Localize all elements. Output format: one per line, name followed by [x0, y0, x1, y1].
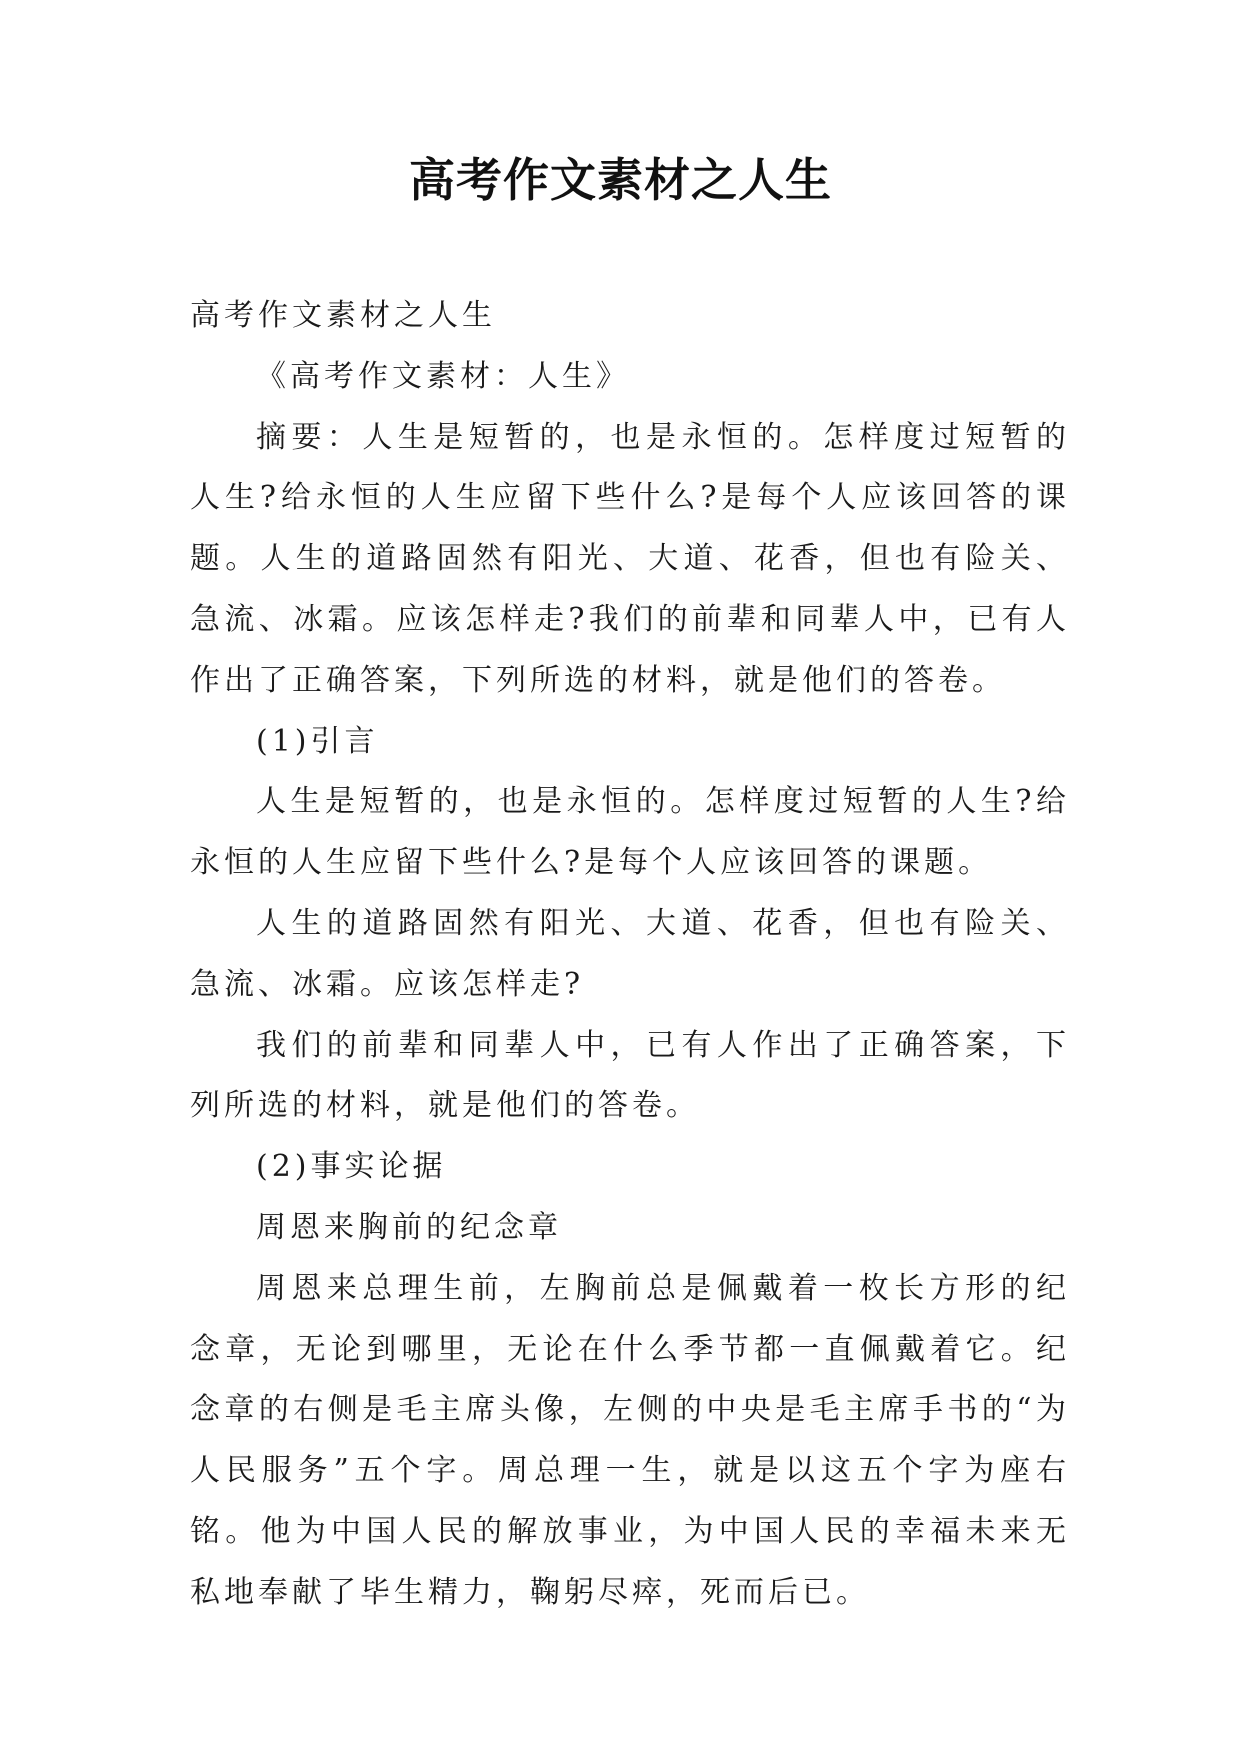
paragraph-heading: 高考作文素材之人生: [190, 298, 496, 333]
paragraph-story: 周恩来总理生前，左胸前总是佩戴着一枚长方形的纪念章，无论到哪里，无论在什么季节都一直佩戴着它。纪念章的右侧是毛主席头像，左侧的中央是毛主席手书的“为人民服务”五个字。周总理一生，就是以这五个字为座右铭。他为中国人民的解放事业，为中国人民的幸福未来无私地奉献了毕生精力，鞠躬尽瘁，死而后已。: [190, 1270, 1070, 1610]
paragraph-section-intro: (1)引言: [256, 723, 379, 759]
paragraph-abstract: 摘要：人生是短暂的，也是永恒的。怎样度过短暂的人生?给永恒的人生应留下些什么?是每个人应该回答的课题。人生的道路固然有阳光、大道、花香，但也有险关、急流、冰霜。应该怎样走?我们的前辈和同辈人中，已有人作出了正确答案，下列所选的材料，就是他们的答卷。: [190, 419, 1070, 698]
paragraph-intro-2: 人生的道路固然有阳光、大道、花香，但也有险关、急流、冰霜。应该怎样走?: [190, 905, 1070, 1002]
paragraph-intro-1: 人生是短暂的，也是永恒的。怎样度过短暂的人生?给永恒的人生应留下些什么?是每个人应该回答的课题。: [190, 784, 1070, 881]
paragraph-subheading: 周恩来胸前的纪念章: [256, 1209, 562, 1245]
document-body: [190, 286, 1070, 1624]
document-title: 高考作文素材之人生: [409, 153, 832, 207]
paragraph-intro-3: 我们的前辈和同辈人中，已有人作出了正确答案，下列所选的材料，就是他们的答卷。: [190, 1027, 1070, 1124]
paragraph-book-title: 《高考作文素材：人生》: [256, 358, 630, 394]
paragraph-section-facts: (2)事实论据: [256, 1149, 447, 1185]
